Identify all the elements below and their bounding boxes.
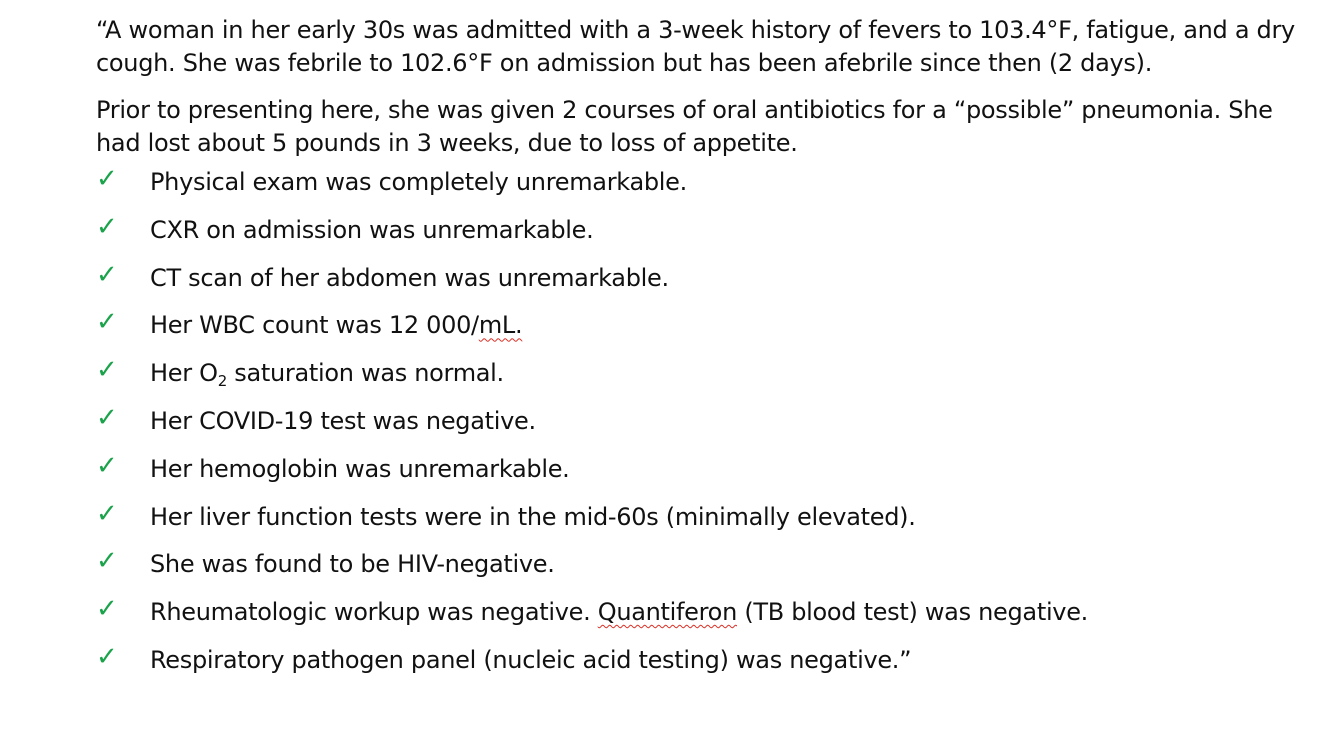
checkmark-icon: ✓ <box>96 355 118 386</box>
checkmark-icon: ✓ <box>96 211 118 242</box>
finding-text <box>150 357 504 390</box>
finding-text <box>150 309 522 342</box>
finding-text-part: Her WBC count was 12 000/ <box>150 311 479 340</box>
finding-item <box>96 498 1307 549</box>
checkmark-icon: ✓ <box>96 641 118 672</box>
finding-text: CT scan of her abdomen was unremarkable. <box>150 263 669 292</box>
findings-checklist <box>96 166 1307 692</box>
finding-item <box>96 548 1307 596</box>
finding-text-part: saturation was normal. <box>226 359 504 388</box>
finding-item <box>96 450 1307 501</box>
finding-item <box>96 211 1307 262</box>
finding-item <box>96 357 1307 405</box>
checkmark-icon: ✓ <box>96 450 118 481</box>
finding-text: Her hemoglobin was unremarkable. <box>150 454 570 483</box>
finding-item <box>96 641 1307 692</box>
finding-item <box>96 259 1307 310</box>
finding-text: Physical exam was completely unremarkable. <box>150 168 687 196</box>
finding-text: Her liver function tests were in the mid-60s (minimally elevated). <box>150 502 916 531</box>
finding-item <box>96 309 1307 357</box>
checkmark-icon: ✓ <box>96 307 118 338</box>
finding-text-part: Her O <box>150 359 218 388</box>
finding-text: Her COVID-19 test was negative. <box>150 406 536 435</box>
finding-text: CXR on admission was unremarkable. <box>150 215 594 244</box>
finding-text <box>150 596 1088 629</box>
checkmark-icon: ✓ <box>96 498 118 529</box>
checkmark-icon: ✓ <box>96 546 118 577</box>
case-history-paragraph: Prior to presenting here, she was given 2 courses of oral antibiotics for a “possible” pneumonia. She had lost about 5 pounds in 3 weeks, due to loss of appetite. <box>96 96 1273 157</box>
spellcheck-marked-word[interactable]: mL. <box>478 311 523 340</box>
finding-text-part: (TB blood test) was negative. <box>736 598 1089 627</box>
finding-text-part: Rheumatologic workup was negative. <box>150 598 598 627</box>
finding-item <box>96 166 1307 214</box>
subscript-text: 2 <box>217 372 227 391</box>
case-intro-paragraph: “A woman in her early 30s was admitted with a 3-week history of fevers to 103.4°F, fatigue, and a dry cough. She was febrile to 102.6°F on admission but has been afebrile since then (2 days). <box>96 16 1295 77</box>
checkmark-icon: ✓ <box>96 594 118 625</box>
checkmark-icon: ✓ <box>96 402 118 433</box>
finding-item <box>96 596 1307 644</box>
checkmark-icon: ✓ <box>96 259 118 290</box>
checkmark-icon: ✓ <box>96 164 118 194</box>
finding-text: She was found to be HIV-negative. <box>150 550 555 579</box>
spellcheck-marked-word[interactable]: Quantiferon <box>597 598 737 627</box>
finding-text: Respiratory pathogen panel (nucleic acid testing) was negative.” <box>150 645 912 674</box>
finding-item <box>96 402 1307 453</box>
